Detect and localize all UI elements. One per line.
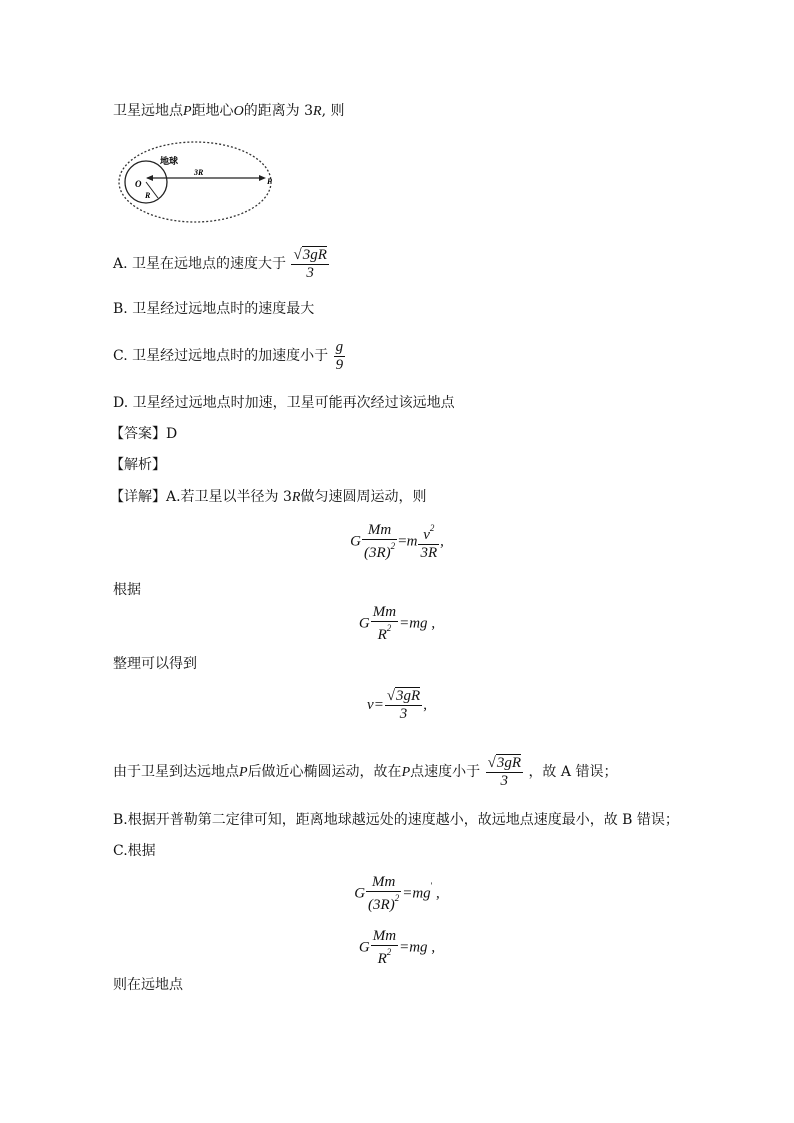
eq3-lhs: v=	[367, 696, 384, 713]
option-a-numerator: 3gR	[302, 246, 327, 263]
eq2-rhs: =mg	[399, 615, 428, 632]
final-text: 则在远地点	[113, 977, 183, 993]
option-a-label: A.	[113, 256, 128, 272]
conclusion-a	[113, 752, 617, 793]
conclusion-a-denominator: 3	[500, 772, 509, 789]
intro-var-r: R	[313, 104, 322, 119]
eq2-tail: ,	[431, 615, 436, 632]
eq5-tail: ,	[431, 939, 436, 956]
eq2-denominator: $R^2$	[377, 623, 392, 643]
center-label-o: O	[135, 179, 142, 189]
option-a-denominator: 3	[306, 264, 314, 281]
eq5-denominator: $R^2$	[377, 947, 392, 967]
eq1-equals: =	[398, 533, 407, 550]
point-label-p: P	[267, 177, 272, 186]
eq1-tail: ,	[440, 533, 444, 550]
conclusion-a-text-4: ，故 A 错误；	[528, 764, 618, 780]
equation-1	[0, 522, 794, 562]
c-basis-label: C.根据	[113, 843, 156, 859]
radius-label-r: R	[145, 191, 151, 200]
basis-label: 根据	[113, 582, 141, 598]
option-b-text: 卫星经过远地点时的速度最大	[132, 301, 315, 317]
eq1-rhs-numerator: $v^2$	[418, 522, 439, 545]
basis-text	[113, 580, 141, 600]
eq1-g: G	[350, 533, 361, 550]
detail-line	[110, 487, 426, 508]
conclusion-b-text: B.根据开普勒第二定律可知，距离地球越远处的速度越小，故远地点速度最小，故 B 错误；	[113, 812, 679, 828]
option-c-fraction	[334, 339, 346, 374]
option-c	[113, 336, 346, 376]
analysis-label	[110, 455, 166, 475]
equation-3: v= $\frac{√3gR}{3}$ ,	[367, 688, 427, 722]
detail-var-r: R	[291, 490, 301, 505]
conclusion-a-var-p2: P	[401, 765, 411, 780]
eq1-m: m	[406, 533, 418, 550]
eq4-tail: ,	[436, 885, 440, 902]
conclusion-a-text-3: 点速度小于	[410, 764, 481, 780]
option-a	[113, 244, 330, 284]
intro-text-4: , 则	[321, 103, 345, 119]
intro-text: 卫星远地点	[113, 103, 183, 119]
intro-text-2: 距地心	[191, 103, 234, 119]
eq5-rhs: =mg	[399, 939, 428, 956]
analysis-heading: 【解析】	[110, 457, 166, 473]
eq4-g: G	[354, 885, 366, 902]
intro-var-p: P	[183, 104, 192, 119]
equation-2	[0, 604, 794, 644]
option-c-numerator: g	[335, 338, 344, 355]
eq4-numerator: Mm	[366, 874, 401, 892]
conclusion-a-text: 由于卫星到达远地点	[113, 764, 239, 780]
equation-5	[0, 928, 794, 968]
arrange-label: 整理可以得到	[113, 656, 197, 672]
conclusion-a-fraction: $\frac{√3gR}{3}$	[487, 754, 521, 789]
eq1-denominator: $(3R)^2$	[363, 541, 396, 561]
answer-label: 【答案】	[110, 426, 166, 442]
eq4-denominator: $(3R)^2$	[368, 893, 400, 913]
orbit-diagram	[116, 138, 274, 226]
arrange-text	[113, 654, 197, 674]
eq4-prime: '	[430, 881, 433, 892]
detail-text: A.若卫星以半径为 3	[166, 489, 292, 505]
c-basis	[113, 841, 156, 861]
eq2-g: G	[358, 615, 370, 632]
arrow-head-right	[259, 175, 266, 181]
option-c-label: C.	[113, 348, 128, 364]
distance-label-3r: 3R	[194, 168, 204, 177]
conclusion-a-numerator: 3gR	[496, 754, 521, 771]
eq5-g: G	[358, 939, 370, 956]
answer-value: D	[166, 426, 178, 442]
eq1-rhs-denominator: 3R	[420, 545, 438, 561]
eq1-numerator: Mm	[362, 522, 397, 540]
option-d-text: 卫星经过远地点时加速，卫星可能再次经过该远地点	[132, 395, 455, 411]
conclusion-a-text-2: 后做近心椭圆运动，故在	[247, 764, 402, 780]
option-d-label: D.	[113, 395, 129, 411]
eq2-numerator: Mm	[372, 604, 397, 620]
option-a-fraction: $\frac{√3gR}{3}$	[293, 246, 327, 281]
option-b-label: B.	[113, 301, 128, 317]
earth-label: 地球	[160, 157, 179, 167]
eq5-numerator: Mm	[372, 928, 397, 944]
option-b	[113, 299, 314, 319]
detail-label: 【详解】	[110, 489, 166, 505]
option-d	[113, 393, 455, 413]
conclusion-b	[113, 810, 679, 830]
answer-line	[110, 424, 177, 444]
eq4-rhs: =mg	[402, 885, 431, 902]
eq3-tail: ,	[423, 696, 427, 713]
intro-text-3: 的距离为 3	[243, 103, 314, 119]
intro-line	[113, 101, 345, 122]
option-c-denominator: 9	[335, 356, 344, 373]
intro-var-o: O	[233, 104, 244, 119]
equation-4	[0, 874, 794, 914]
option-a-text: 卫星在远地点的速度大于	[132, 256, 287, 272]
detail-text-2: 做匀速圆周运动，则	[300, 489, 427, 505]
conclusion-a-var-p: P	[239, 765, 248, 780]
eq3-denominator: 3	[399, 706, 408, 722]
eq3-numerator: 3gR	[396, 688, 421, 704]
final-line	[113, 975, 183, 995]
option-c-text: 卫星经过远地点时的加速度小于	[132, 348, 329, 364]
